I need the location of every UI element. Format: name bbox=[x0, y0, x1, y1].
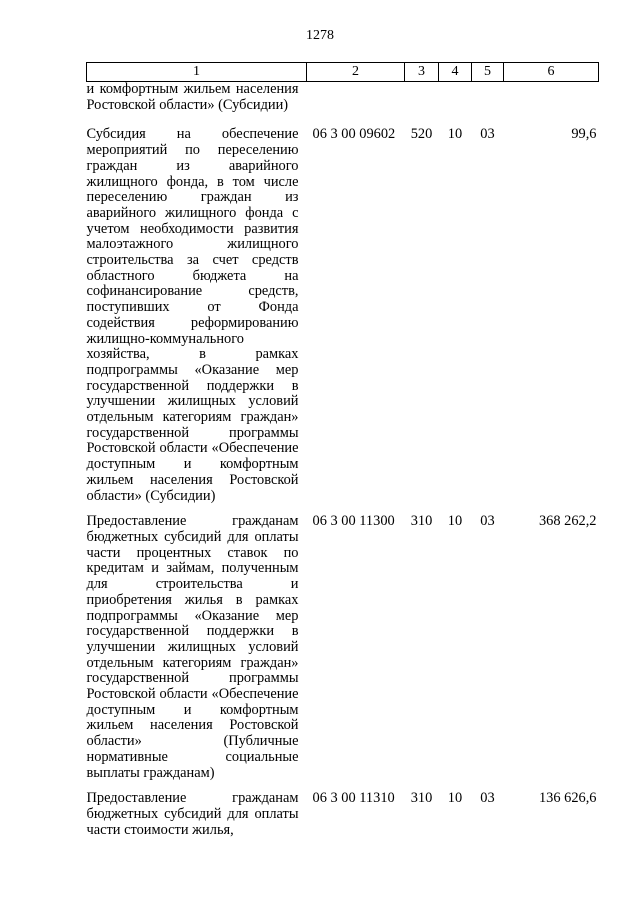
row-sum: 368 262,2 bbox=[538, 513, 597, 530]
budget-table bbox=[86, 62, 599, 848]
col-header-4: 4 bbox=[439, 63, 472, 82]
row-sum: 136 626,6 bbox=[538, 790, 597, 807]
row-vr: 310 bbox=[410, 513, 433, 530]
row-pr: 03 bbox=[480, 126, 495, 143]
table-header-row bbox=[87, 63, 599, 82]
table-row bbox=[87, 127, 599, 514]
row-sum: 99,6 bbox=[571, 126, 597, 143]
row-vr bbox=[405, 82, 439, 128]
row-rz: 10 bbox=[447, 513, 463, 530]
row-name: Предоставление гражданам бюджетных субсидий для оплаты части процентных ставок по кредитам и займам, полученным для строительства и приобретения жилья в рамках подпрограммы «Оказание мер государственной поддержки в улучшении жилищных условий отдельным категориям граждан» государственной программы Ростовской области «Обеспечение доступным и комфортным жильем населения Ростовской области» (Публичные нормативные социальные выплаты гражданам) bbox=[86, 513, 299, 781]
row-pr bbox=[472, 82, 504, 128]
row-rz: 10 bbox=[447, 126, 463, 143]
row-vr: 520 bbox=[410, 126, 433, 143]
row-name: Предоставление гражданам бюджетных субсидий для оплаты части стоимости жилья, bbox=[86, 790, 299, 838]
col-header-1: 1 bbox=[87, 63, 307, 82]
row-rz bbox=[439, 82, 472, 128]
row-pr: 03 bbox=[480, 790, 495, 807]
col-header-6: 6 bbox=[504, 63, 599, 82]
col-header-3: 3 bbox=[405, 63, 439, 82]
row-code bbox=[307, 82, 405, 128]
row-sum bbox=[504, 82, 599, 128]
row-name: и комфортным жильем населения Ростовской области» (Субсидии) bbox=[86, 81, 299, 113]
table-row bbox=[87, 791, 599, 848]
row-code: 06 3 00 11300 bbox=[312, 513, 395, 530]
page-number: 1278 bbox=[306, 28, 334, 43]
row-pr: 03 bbox=[480, 513, 495, 530]
col-header-5: 5 bbox=[472, 63, 504, 82]
row-vr: 310 bbox=[410, 790, 433, 807]
row-code: 06 3 00 11310 bbox=[312, 790, 395, 807]
table-row bbox=[87, 514, 599, 791]
col-header-2: 2 bbox=[307, 63, 405, 82]
row-code: 06 3 00 09602 bbox=[312, 126, 396, 143]
row-name: Субсидия на обеспечение мероприятий по переселению граждан из аварийного жилищного фонда, в том числе переселению граждан из аварийного жилищного фонда с учетом необходимости развития малоэтажного жилищного строительства за счет средств областного бюджета на софинансирование средств, поступивших от Фонда содействия реформированию жилищно-коммунального хозяйства, в рамках подпрограммы «Оказание мер государственной поддержки в улучшении жилищных условий отдельным категориям граждан» государственной программы Ростовской области «Обеспечение доступным и комфортным жильем населения Ростовской области» (Субсидии) bbox=[86, 126, 299, 504]
row-rz: 10 bbox=[447, 790, 463, 807]
table-row bbox=[87, 82, 599, 128]
